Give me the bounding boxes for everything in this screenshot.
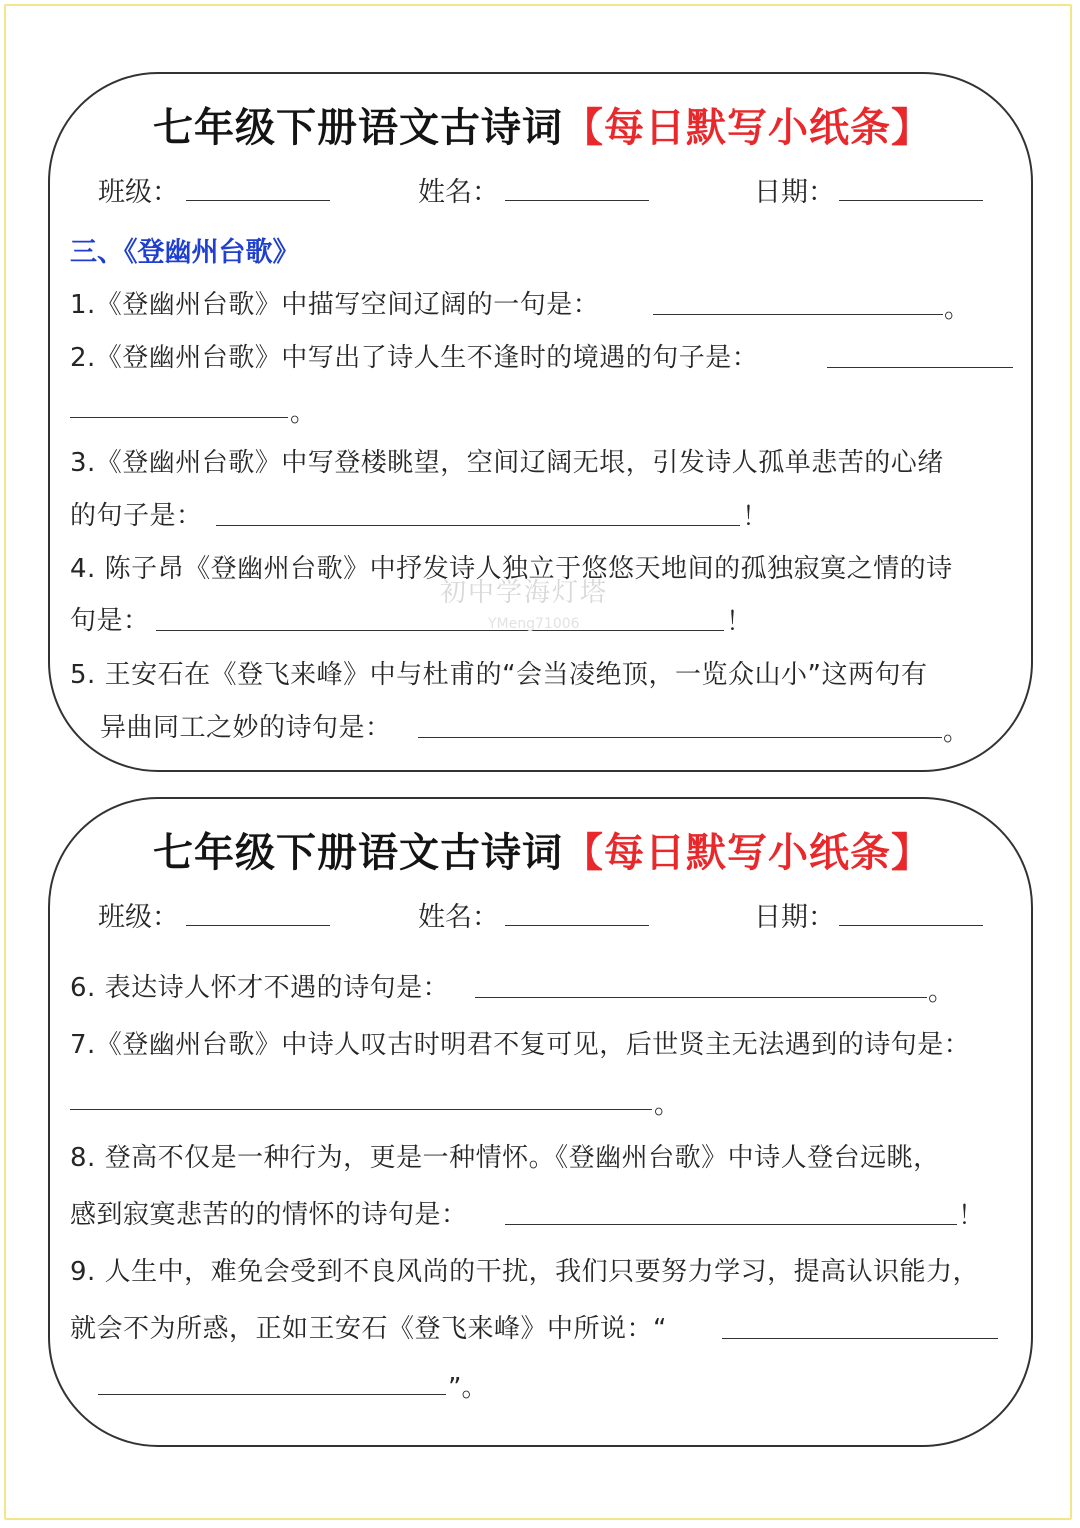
question-5-line-2: 异曲同工之妙的诗句是： bbox=[100, 713, 392, 743]
answer-blank-6[interactable] bbox=[475, 997, 927, 998]
sheet-title bbox=[50, 96, 1035, 153]
class-label: 班级： bbox=[98, 177, 179, 208]
question-8-line-2: 感到寂寞悲苦的的情怀的诗句是： bbox=[70, 1200, 468, 1230]
class-label-2: 班级： bbox=[98, 902, 179, 933]
date-label: 日期： bbox=[754, 177, 835, 208]
date-blank-2[interactable] bbox=[839, 925, 983, 926]
question-8-line-1: 8. 登高不仅是一种行为，更是一种情怀。《登幽州台歌》中诗人登台远眺， bbox=[70, 1143, 940, 1173]
question-7: 7.《登幽州台歌》中诗人叹古时明君不复可见，后世贤主无法遇到的诗句是： bbox=[70, 1030, 971, 1060]
question-3-line-1: 3.《登幽州台歌》中写登楼眺望，空间辽阔无垠，引发诗人孤单悲苦的心绪 bbox=[70, 448, 944, 478]
sheet-title-2 bbox=[50, 821, 1035, 878]
dictation-card-1 bbox=[48, 72, 1033, 772]
answer-blank-3[interactable] bbox=[216, 525, 740, 526]
answer-blank-1[interactable] bbox=[653, 314, 943, 315]
sheet-title-main-2: 七年级下册语文古诗词 bbox=[153, 830, 563, 876]
question-2-end: 。 bbox=[290, 398, 317, 428]
name-label: 姓名： bbox=[418, 177, 499, 208]
name-blank-2[interactable] bbox=[505, 925, 649, 926]
date-label-2: 日期： bbox=[754, 902, 835, 933]
watermark-handle: YMeng71006 bbox=[488, 616, 580, 632]
question-6: 6. 表达诗人怀才不遇的诗句是： bbox=[70, 973, 450, 1003]
name-label-2: 姓名： bbox=[418, 902, 499, 933]
question-1-end: 。 bbox=[944, 294, 971, 324]
question-3-end: ！ bbox=[742, 502, 769, 532]
question-9-end: ”。 bbox=[448, 1373, 488, 1403]
question-5-end: 。 bbox=[943, 717, 970, 747]
section-heading: 三、《登幽州台歌》 bbox=[70, 237, 300, 268]
question-2: 2.《登幽州台歌》中写出了诗人生不逢时的境遇的句子是： bbox=[70, 343, 759, 373]
sheet-title-main: 七年级下册语文古诗词 bbox=[153, 105, 563, 151]
dictation-card-2 bbox=[48, 797, 1033, 1447]
answer-blank-9b[interactable] bbox=[98, 1394, 446, 1395]
question-8-end: ！ bbox=[958, 1201, 985, 1231]
sheet-title-bracket-2: 【每日默写小纸条】 bbox=[563, 830, 932, 876]
answer-blank-8[interactable] bbox=[505, 1224, 957, 1225]
question-9-line-1: 9. 人生中，难免会受到不良风尚的干扰，我们只要努力学习，提高认识能力， bbox=[70, 1257, 980, 1287]
question-4-line-1: 4. 陈子昂《登幽州台歌》中抒发诗人独立于悠悠天地间的孤独寂寞之情的诗 bbox=[70, 554, 953, 584]
question-3-line-2: 的句子是： bbox=[70, 501, 203, 531]
sheet-title-bracket: 【每日默写小纸条】 bbox=[563, 105, 932, 151]
answer-blank-5[interactable] bbox=[418, 737, 942, 738]
watermark-text: 初中学海灯塔 bbox=[440, 578, 609, 608]
question-4-line-2: 句是： bbox=[70, 606, 150, 636]
class-blank-2[interactable] bbox=[186, 925, 330, 926]
date-blank[interactable] bbox=[839, 200, 983, 201]
answer-blank-4[interactable] bbox=[156, 630, 724, 631]
answer-blank-2a[interactable] bbox=[827, 367, 1013, 368]
question-5-line-1: 5. 王安石在《登飞来峰》中与杜甫的“会当凌绝顶，一览众山小”这两句有 bbox=[70, 660, 928, 690]
question-6-end: 。 bbox=[928, 977, 955, 1007]
question-4-end: ！ bbox=[726, 607, 753, 637]
answer-blank-7[interactable] bbox=[70, 1109, 652, 1110]
answer-blank-2b[interactable] bbox=[70, 417, 288, 418]
class-blank[interactable] bbox=[186, 200, 330, 201]
question-7-end: 。 bbox=[654, 1090, 681, 1120]
name-blank[interactable] bbox=[505, 200, 649, 201]
question-1: 1.《登幽州台歌》中描写空间辽阔的一句是： bbox=[70, 290, 600, 320]
answer-blank-9a[interactable] bbox=[722, 1338, 998, 1339]
question-9-line-2: 就会不为所惑，正如王安石《登飞来峰》中所说：“ bbox=[70, 1314, 667, 1344]
